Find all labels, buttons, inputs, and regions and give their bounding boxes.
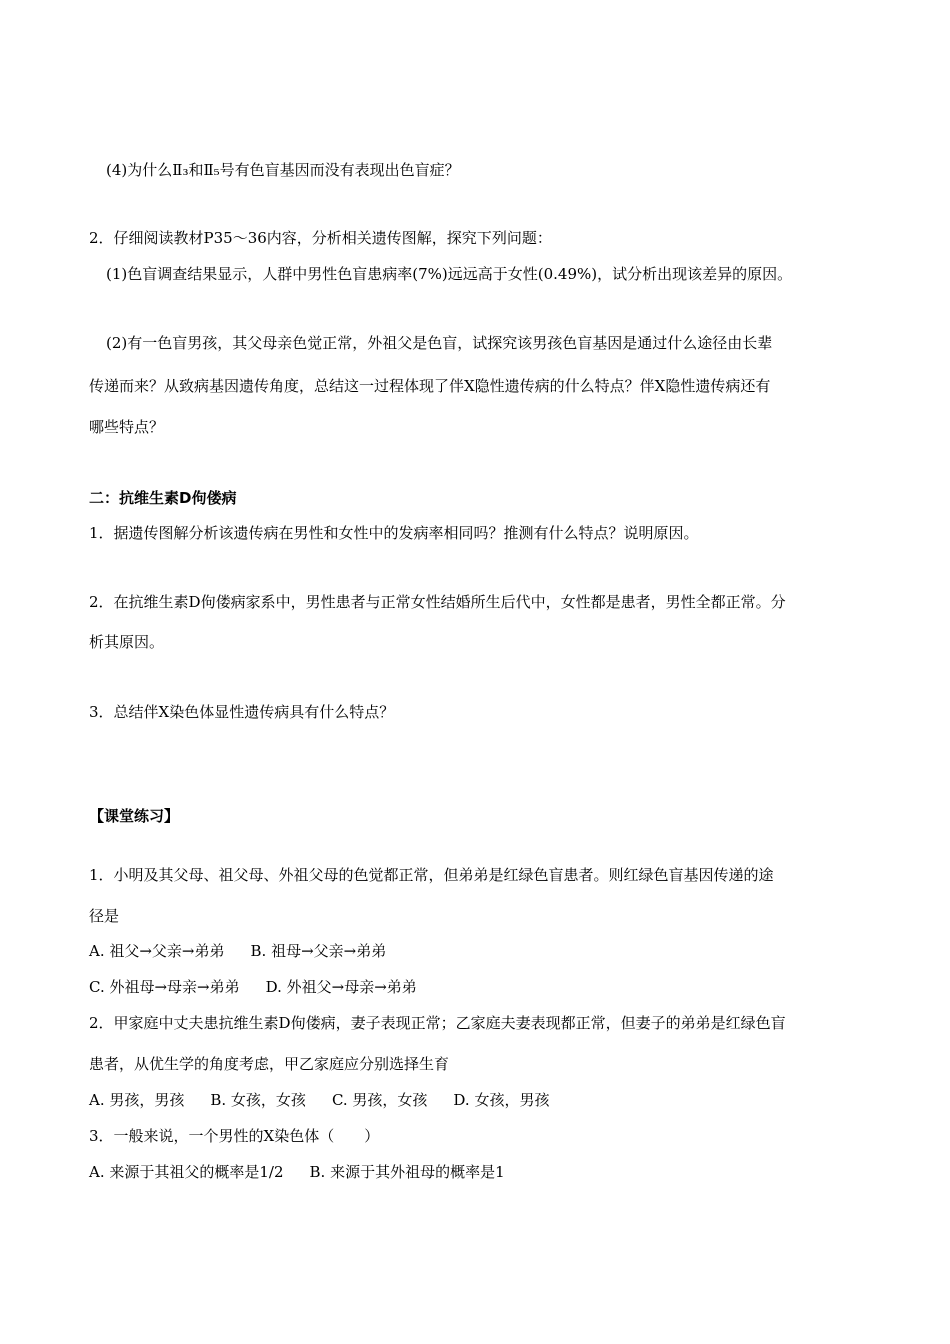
option-b: B. 来源于其外祖母的概率是1 — [309, 1163, 505, 1181]
question-2-2-line-3: 哪些特点？ — [89, 418, 165, 436]
option-b: B. 女孩，女孩 — [210, 1091, 306, 1109]
question-2-2-line-1: (2)有一色盲男孩，其父母亲色觉正常，外祖父是色盲，试探究该男孩色盲基因是通过什么途径由长辈 — [106, 334, 773, 352]
question-2-2-line-2: 传递而来？从致病基因遗传角度，总结这一过程体现了伴X隐性遗传病的什么特点？伴X隐性遗传病还有 — [89, 377, 771, 395]
option-d: D. 女孩，男孩 — [453, 1091, 550, 1109]
option-d: D. 外祖父→母亲→弟弟 — [265, 978, 417, 996]
option-c: C. 外祖母→母亲→弟弟 — [89, 978, 240, 996]
option-c: C. 男孩，女孩 — [331, 1091, 428, 1109]
rickets-question-3: 3．总结伴X染色体显性遗传病具有什么特点？ — [89, 703, 395, 721]
practice-question-2-options — [89, 1090, 549, 1110]
practice-question-3: 3．一般来说，一个男性的X染色体（ ） — [89, 1127, 380, 1145]
rickets-question-1: 1．据遗传图解分析该遗传病在男性和女性中的发病率相同吗？推测有什么特点？说明原因。 — [89, 524, 699, 542]
option-a: A. 祖父→父亲→弟弟 — [89, 942, 225, 960]
practice-question-2-line-2: 患者，从优生学的角度考虑，甲乙家庭应分别选择生育 — [89, 1055, 450, 1073]
practice-question-1-line-2: 径是 — [89, 907, 120, 925]
practice-question-2-line-1: 2．甲家庭中丈夫患抗维生素D佝偻病，妻子表现正常；乙家庭夫妻表现都正常，但妻子的弟弟是红绿色盲 — [89, 1014, 786, 1032]
question-4: (4)为什么Ⅱ₃和Ⅱ₅号有色盲基因而没有表现出色盲症？ — [106, 161, 460, 179]
option-a: A. 来源于其祖父的概率是1/2 — [89, 1163, 284, 1181]
option-a: A. 男孩，男孩 — [89, 1091, 185, 1109]
question-2-intro: 2．仔细阅读教材P35～36内容，分析相关遗传图解，探究下列问题： — [89, 229, 552, 247]
rickets-question-2-line-2: 析其原因。 — [89, 633, 165, 651]
rickets-question-2-line-1: 2．在抗维生素D佝偻病家系中，男性患者与正常女性结婚所生后代中，女性都是患者，男性全都正常。分 — [89, 593, 786, 611]
practice-question-3-options — [89, 1162, 505, 1182]
question-2-1: (1)色盲调查结果显示，人群中男性色盲患病率(7%)远远高于女性(0.49%)，试分析出现该差异的原因。 — [106, 265, 793, 283]
section-heading-practice: 【课堂练习】 — [89, 807, 180, 825]
practice-question-1-line-1: 1．小明及其父母、祖父母、外祖父母的色觉都正常，但弟弟是红绿色盲患者。则红绿色盲基因传递的途 — [89, 866, 774, 884]
practice-question-1-options-row-2 — [89, 977, 417, 997]
section-heading-rickets: 二：抗维生素D佝偻病 — [89, 489, 237, 507]
option-b: B. 祖母→父亲→弟弟 — [250, 942, 387, 960]
practice-question-1-options-row-1 — [89, 941, 386, 961]
